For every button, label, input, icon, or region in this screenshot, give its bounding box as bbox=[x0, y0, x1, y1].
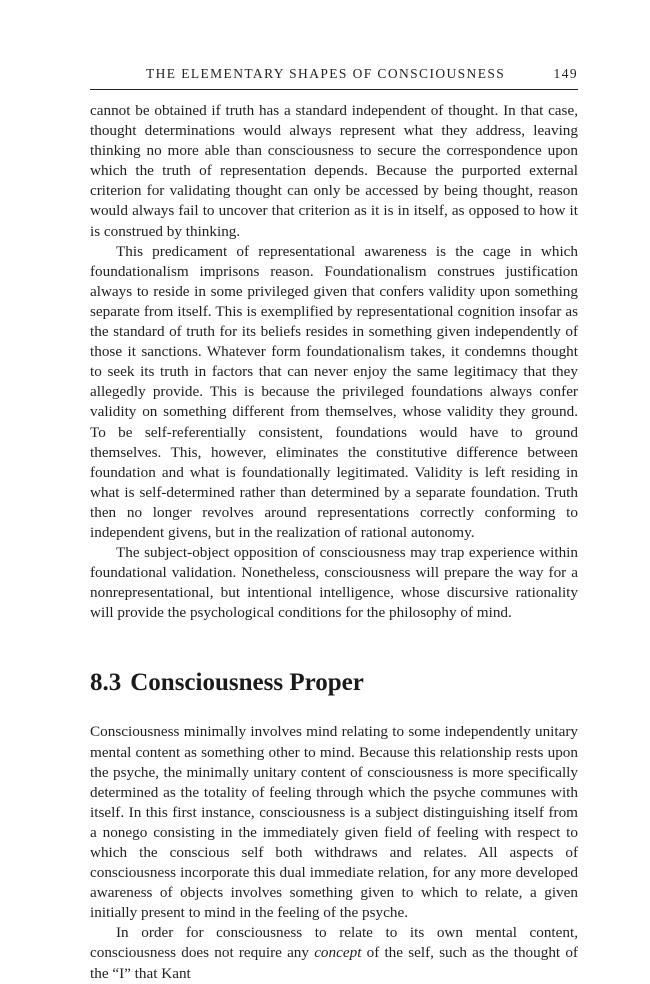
header-rule bbox=[90, 89, 578, 90]
section-number: 8.3 bbox=[90, 669, 122, 697]
page-number: 149 bbox=[553, 66, 578, 81]
running-head-title: THE ELEMENTARY SHAPES OF CONSCIOUSNESS bbox=[146, 66, 506, 81]
paragraph-text: In order for consciousness to relate to its own mental content, consciousness does not require any bbox=[90, 924, 578, 962]
paragraph-text: of the self, such as the thought of the “I” that Kant bbox=[90, 944, 578, 982]
emphasis: concept bbox=[314, 944, 362, 962]
paragraph: This predicament of representational awareness is the cage in which foundationalism imprisons reason. Foundationalism construes justification always to reside in some privileged given that confers validity upon something separate from itself. This is exemplified by representational cognition insofar as the standard of truth for its beliefs resides in something given independently of those it sanctions. Whatever form foundationalism takes, it condemns thought to seek its truth in factors that can never enjoy the same legitimacy that they allegedly provide. This is because the privileged foundations always confer validity on something different from themselves, whose validity they ground. To be self-referentially consistent, foundations would have to ground themselves. This, however, eliminates the constitutive difference between foundation and what is foundationally legitimated. Validity is left residing in what is self-determined rather than determined by a separate foundation. Truth then no longer revolves around representations correctly conforming to independent givens, but in the realization of rational autonomy. bbox=[90, 242, 578, 541]
section-title: Consciousness Proper bbox=[130, 669, 364, 697]
paragraph: cannot be obtained if truth has a standard independent of thought. In that case, thought determinations would always represent what they address, leaving thinking no more able than consciousness to secure the correspondence upon which the truth of representation depends. Because the purported external criterion for validating thought can only be accessed by being thought, reason would always fail to uncover that criterion as it is in itself, as opposed to how it is construed by thinking. bbox=[90, 102, 578, 240]
body-text bbox=[90, 101, 578, 984]
paragraph: The subject-object opposition of consciousness may trap experience within foundational validation. Nonetheless, consciousness will prepare the way for a nonrepresentational, but intentional intelligence, whose discursive rationality will provide the psychological conditions for the philosophy of mind. bbox=[90, 544, 578, 622]
running-head bbox=[90, 66, 578, 82]
section-heading bbox=[90, 668, 578, 698]
paragraph: Consciousness minimally involves mind relating to some independently unitary mental content as something other to mind. Because this relationship rests upon the psyche, the minimally unitary content of consciousness is more specifically determined as the totality of feeling through which the psyche communes with itself. In this first instance, consciousness is a subject distinguishing itself from a nonego consisting in the immediately given field of feeling with respect to which the conscious self both withdraws and relates. All aspects of consciousness incorporate this dual immediate relation, for any more developed awareness of objects involves something given to which to relate, a given initially present to mind in the feeling of the psyche. bbox=[90, 723, 578, 922]
